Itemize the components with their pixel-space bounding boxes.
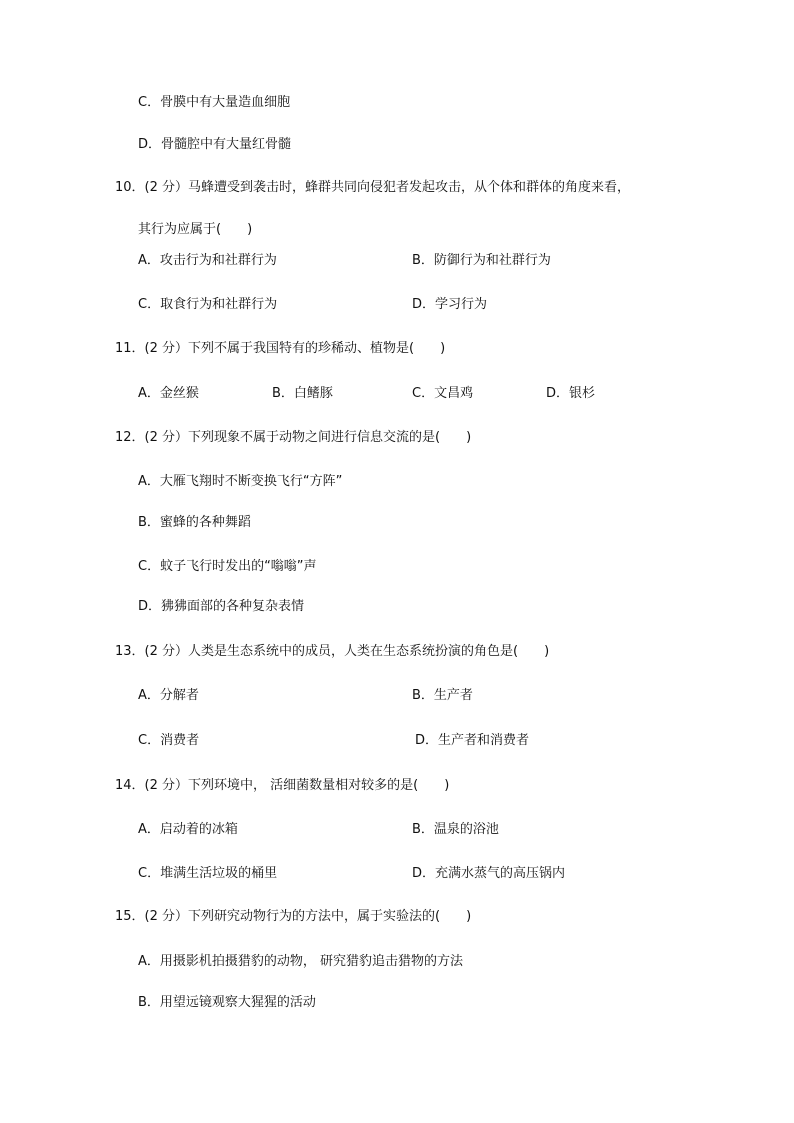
q12-option-d: D．狒狒面部的各种复杂表情 [138, 599, 305, 614]
q10-stem-line1: 10．(2 分）马蜂遭受到袭击时，蜂群共同向侵犯者发起攻击，从个体和群体的角度来看， [115, 180, 631, 195]
q13-option-a: A．分解者 [138, 688, 199, 703]
q15-stem: 15．(2 分）下列研究动物行为的方法中，属于实验法的( ) [115, 909, 472, 924]
q12-option-c: C．蚊子飞行时发出的“嗡嗡”声 [138, 559, 317, 574]
q14-stem: 14．(2 分）下列环境中， 活细菌数量相对较多的是( ) [115, 778, 450, 793]
q12-option-a: A．大雁飞翔时不断变换飞行“方阵” [138, 474, 343, 489]
q12-option-b: B．蜜蜂的各种舞蹈 [138, 515, 251, 530]
q15-option-b: B．用望远镜观察大猩猩的活动 [138, 995, 316, 1010]
q9-option-c: C．骨膜中有大量造血细胞 [138, 95, 291, 110]
q10-option-d: D．学习行为 [412, 297, 488, 312]
q11-option-c: C．文昌鸡 [412, 386, 474, 401]
q13-stem: 13．(2 分）人类是生态系统中的成员，人类在生态系统扮演的角色是( ) [115, 644, 550, 659]
q11-option-a: A．金丝猴 [138, 386, 199, 401]
q9-option-d: D．骨髓腔中有大量红骨髓 [138, 137, 292, 152]
q13-option-b: B．生产者 [412, 688, 473, 703]
q13-option-c: C．消费者 [138, 733, 200, 748]
q11-option-b: B．白鳍豚 [272, 386, 333, 401]
q15-option-a: A．用摄影机拍摄猎豹的动物， 研究猎豹追击猎物的方法 [138, 954, 464, 969]
q11-option-d: D．银杉 [546, 386, 596, 401]
q10-option-b: B．防御行为和社群行为 [412, 253, 551, 268]
q10-option-c: C．取食行为和社群行为 [138, 297, 278, 312]
q10-stem-line2: 其行为应属于( ) [138, 222, 253, 237]
q14-option-c: C．堆满生活垃圾的桶里 [138, 866, 278, 881]
q13-option-d: D．生产者和消费者 [415, 733, 530, 748]
q14-option-a: A．启动着的冰箱 [138, 822, 238, 837]
q11-stem: 11．(2 分）下列不属于我国特有的珍稀动、植物是( ) [115, 341, 446, 356]
q14-option-d: D．充满水蒸气的高压锅内 [412, 866, 566, 881]
q14-option-b: B．温泉的浴池 [412, 822, 499, 837]
q12-stem: 12．(2 分）下列现象不属于动物之间进行信息交流的是( ) [115, 430, 472, 445]
q10-option-a: A．攻击行为和社群行为 [138, 253, 277, 268]
